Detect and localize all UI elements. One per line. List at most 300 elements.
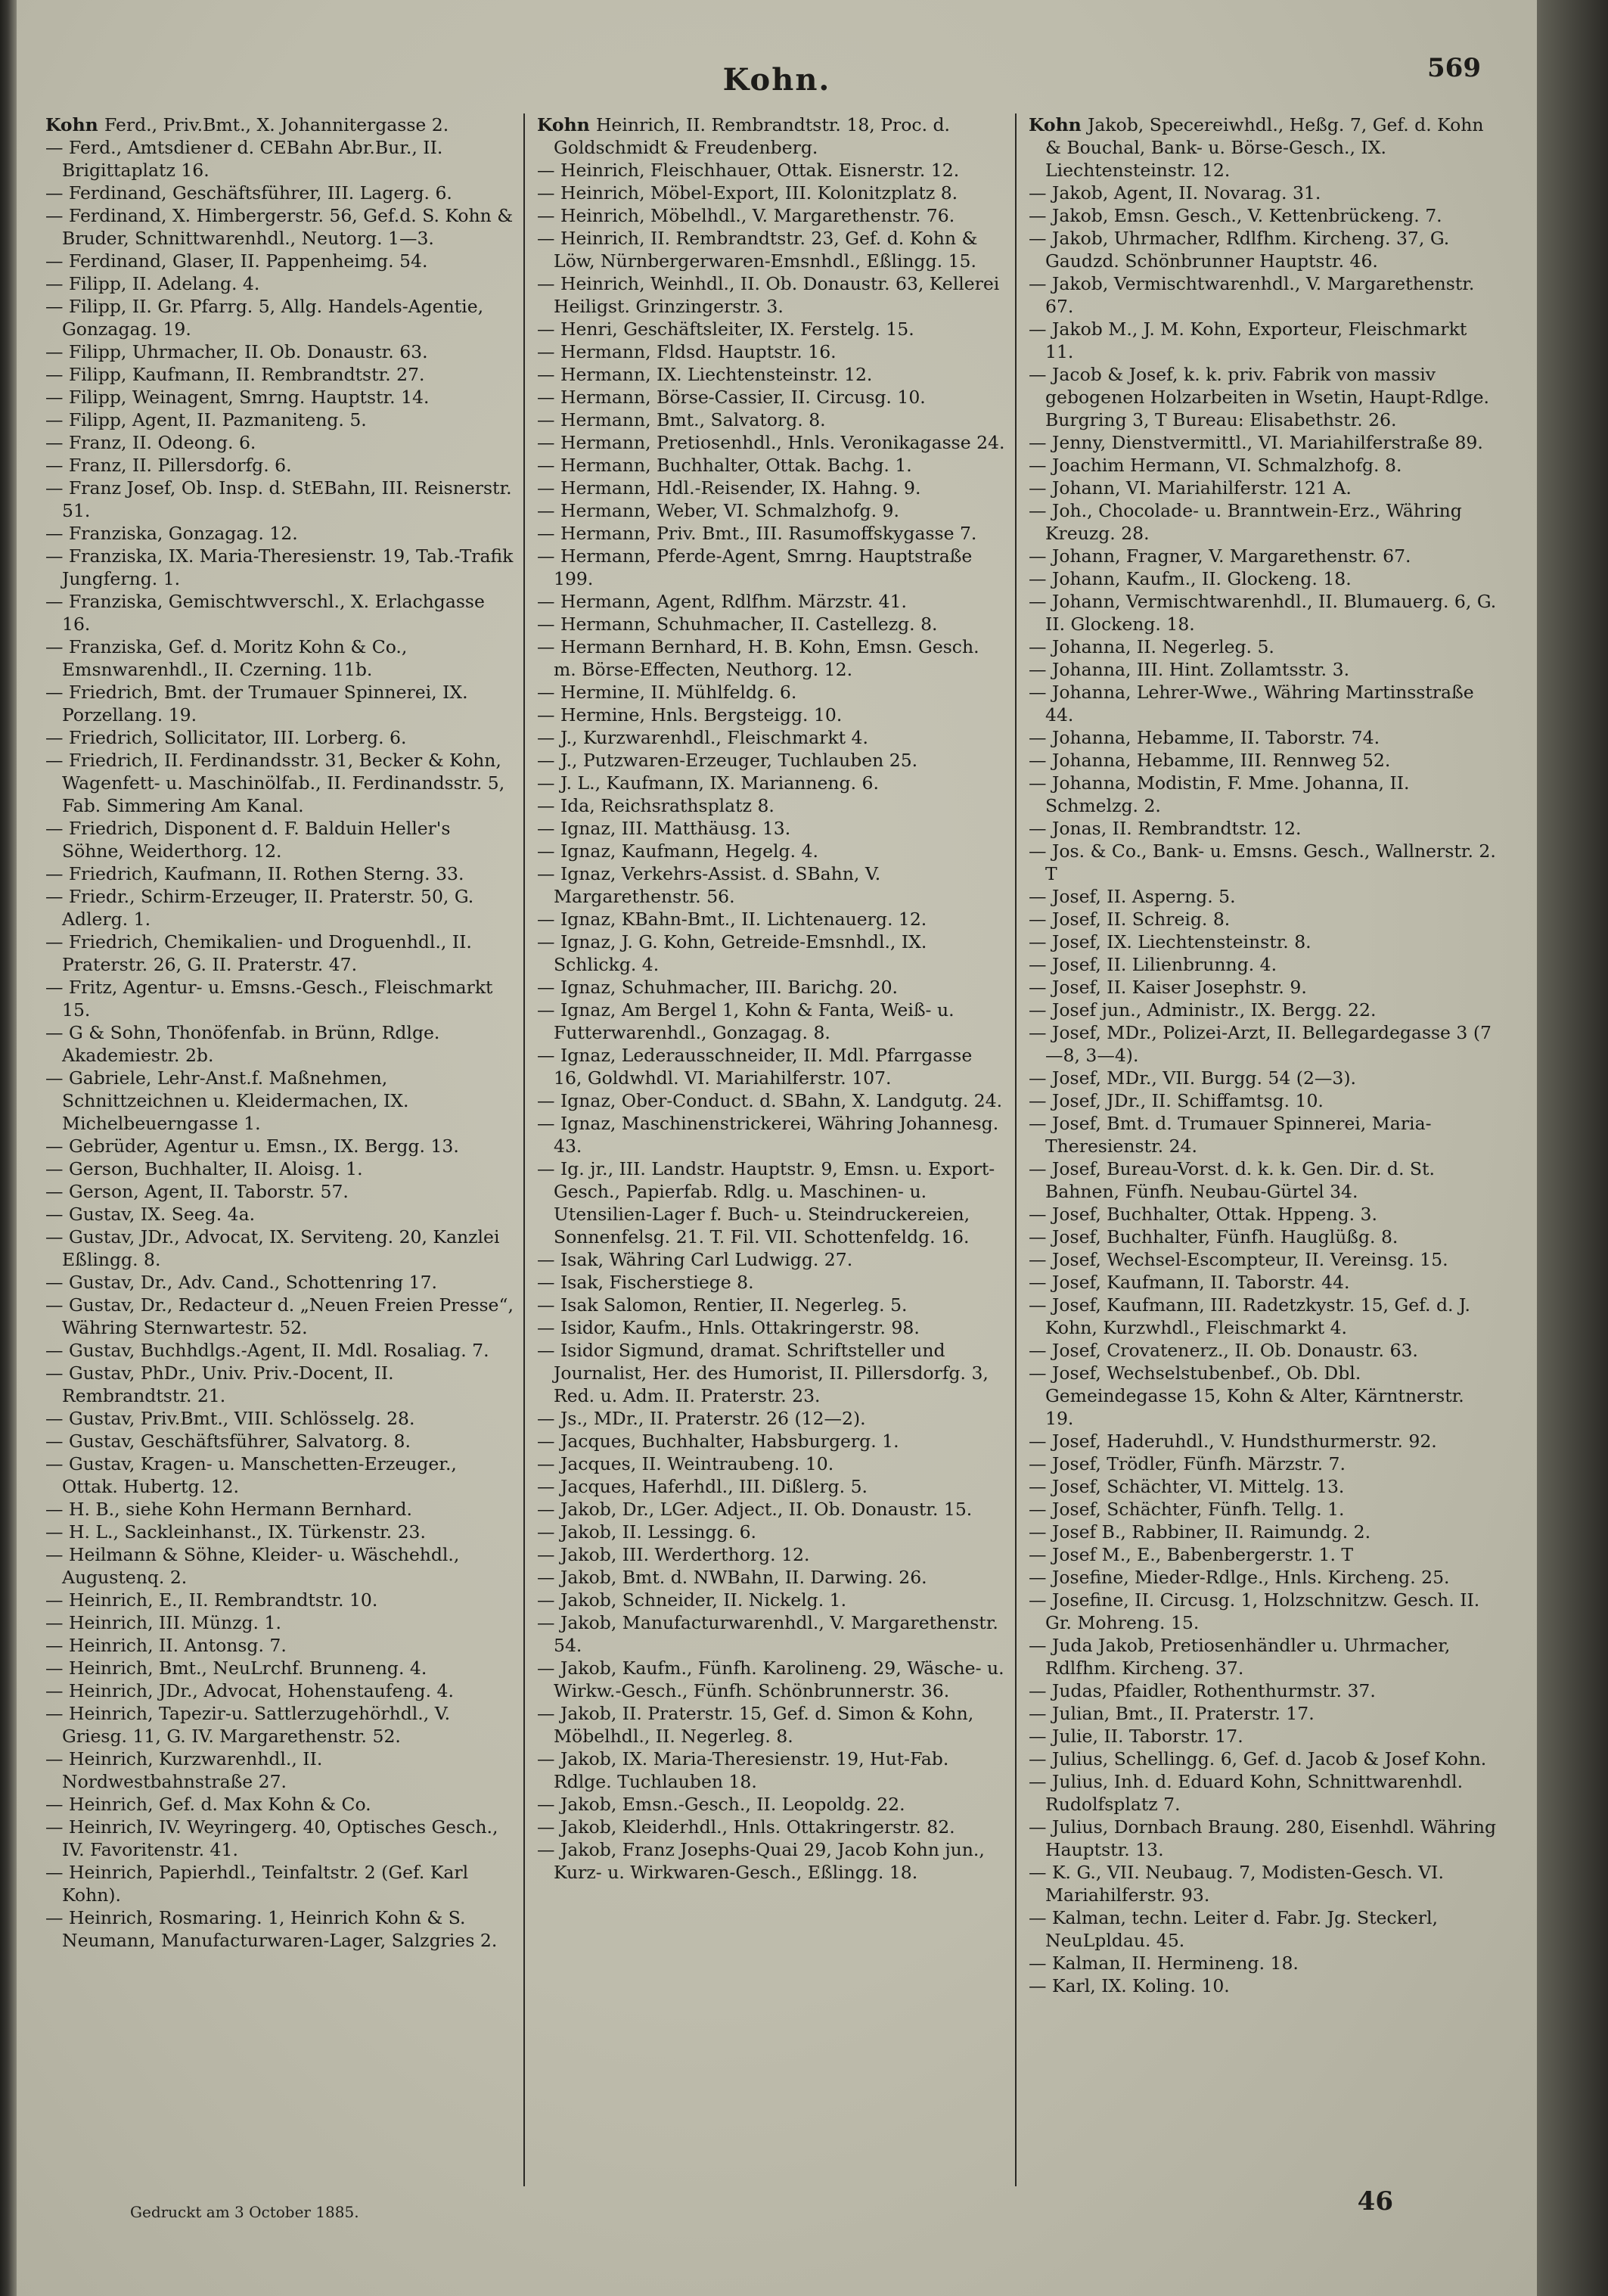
directory-entry (1029, 1203, 1498, 1226)
entry-surname: Kohn (537, 114, 596, 135)
entry-text: — Hermann, Pretiosenhdl., Hnls. Veronikagasse 24. (537, 432, 1005, 453)
column-divider (523, 113, 525, 2186)
entry-text: — Ignaz, III. Matthäusg. 13. (537, 818, 791, 839)
entry-text: — Heinrich, Bmt., NeuLrchf. Brunneng. 4. (45, 1658, 427, 1679)
entry-text: — Friedrich, Sollicitator, III. Lorberg. 6. (45, 727, 407, 748)
entry-text: — Johanna, Lehrer-Wwe., Währing Martinsstraße 44. (1029, 682, 1474, 725)
entry-text: — Julius, Schellingg. 6, Gef. d. Jacob & Josef Kohn. (1029, 1748, 1487, 1769)
entry-text: — Hermann, Börse-Cassier, II. Circusg. 10. (537, 387, 926, 408)
column-divider (1015, 113, 1017, 2186)
entry-text: — Jakob, Dr., LGer. Adject., II. Ob. Donaustr. 15. (537, 1499, 973, 1520)
directory-entry (537, 840, 1006, 862)
directory-entry (45, 1157, 514, 1180)
entry-text: — Judas, Pfaidler, Rothenthurmstr. 37. (1029, 1680, 1376, 1701)
directory-entry (537, 159, 1006, 182)
entry-text: — Gabriele, Lehr-Anst.f. Maßnehmen, Schnittzeichnen u. Kleidermachen, IX. Michelbeuerngasse 1. (45, 1067, 409, 1134)
entry-text: — Heinrich, III. Münzg. 1. (45, 1612, 281, 1633)
directory-entry (537, 431, 1006, 454)
entry-text: — Gebrüder, Agentur u. Emsn., IX. Bergg. 13. (45, 1136, 459, 1157)
directory-entry (1029, 1566, 1498, 1589)
directory-entry (537, 204, 1006, 227)
entry-text: — Hermann, Schuhmacher, II. Castellezg. 8. (537, 614, 938, 635)
entry-text: — Josef, MDr., Polizei-Arzt, II. Bellegardegasse 3 (7—8, 3—4). (1029, 1022, 1492, 1066)
directory-entry (45, 477, 514, 522)
entry-text: — Ignaz, Ober-Conduct. d. SBahn, X. Landgutg. 24. (537, 1090, 1003, 1111)
entry-text: — Hermann, Priv. Bmt., III. Rasumoffskygasse 7. (537, 523, 977, 544)
entry-text: — Ida, Reichsrathsplatz 8. (537, 795, 775, 816)
entry-text: — Johanna, II. Negerleg. 5. (1029, 636, 1274, 657)
entry-text: — Heinrich, E., II. Rembrandtstr. 10. (45, 1589, 378, 1611)
directory-page (17, 0, 1537, 2296)
directory-entry (1029, 1271, 1498, 1294)
entry-text: — Heinrich, Möbel-Export, III. Kolonitzplatz 8. (537, 182, 958, 204)
entry-text: — Ignaz, Lederausschneider, II. Mdl. Pfarrgasse 16, Goldwhdl. VI. Mariahilferstr. 107. (537, 1045, 973, 1089)
entry-text: — Josef, Bureau-Vorst. d. k. k. Gen. Dir. d. St. Bahnen, Fünfh. Neubau-Gürtel 34. (1029, 1158, 1435, 1202)
entry-text: — Isidor, Kaufm., Hnls. Ottakringerstr. 98. (537, 1317, 920, 1338)
entry-text: — Josefine, II. Circusg. 1, Holzschnitzw. Gesch. II. Gr. Mohreng. 15. (1029, 1589, 1480, 1633)
directory-entry (1029, 772, 1498, 817)
directory-entry (45, 1748, 514, 1793)
directory-entry (537, 477, 1006, 499)
entry-text: — Josef, II. Lilienbrunng. 4. (1029, 954, 1277, 975)
directory-entry (45, 363, 514, 386)
entry-text: — Josef, Crovatenerz., II. Ob. Donaustr. 63. (1029, 1340, 1418, 1361)
entry-text: — Heinrich, Tapezir-u. Sattlerzugehörhdl., V. Griesg. 11, G. IV. Margarethenstr. 52. (45, 1703, 451, 1747)
directory-entry (1029, 726, 1498, 749)
directory-entry (45, 1135, 514, 1157)
directory-entry (537, 522, 1006, 545)
page-title: Kohn. (722, 62, 831, 98)
entry-text: — Franziska, Gemischtwverschl., X. Erlachgasse 16. (45, 591, 485, 635)
directory-entry (1029, 1021, 1498, 1067)
entry-text: — Ignaz, Kaufmann, Hegelg. 4. (537, 840, 818, 862)
entry-text: — Filipp, Uhrmacher, II. Ob. Donaustr. 63. (45, 341, 428, 362)
directory-entry (537, 409, 1006, 431)
entry-text: — Hermann, Bmt., Salvatorg. 8. (537, 409, 826, 430)
entry-text: — Ferd., Amtsdiener d. CEBahn Abr.Bur., II. Brigittaplatz 16. (45, 137, 443, 181)
entry-text: — Josef, Kaufmann, II. Taborstr. 44. (1029, 1272, 1350, 1293)
directory-entry (45, 1793, 514, 1816)
entry-text: — Hermine, Hnls. Bergsteigg. 10. (537, 704, 843, 725)
entry-text: — Kalman, II. Hermineng. 18. (1029, 1953, 1299, 1974)
entry-text: — Isak, Währing Carl Ludwigg. 27. (537, 1249, 853, 1270)
entry-text: — Jacob & Josef, k. k. priv. Fabrik von massiv gebogenen Holzarbeiten in Wsetin, Haupt-Rdlge. Burgring 3, T Bureau: Elisabethstr. 26. (1029, 364, 1489, 430)
entry-text: — J. L., Kaufmann, IX. Marianneng. 6. (537, 772, 879, 794)
entry-text: Ferd., Priv.Bmt., X. Johannitergasse 2. (104, 114, 449, 135)
directory-entry (537, 227, 1006, 272)
directory-entry (1029, 1089, 1498, 1112)
directory-entry (45, 409, 514, 431)
entry-text: — Jakob, Manufacturwarenhdl., V. Margarethenstr. 54. (537, 1612, 998, 1656)
entry-text: — Jakob, Schneider, II. Nickelg. 1. (537, 1589, 847, 1611)
directory-entry (45, 545, 514, 590)
entry-text: — Hermann, Weber, VI. Schmalzhofg. 9. (537, 500, 899, 521)
entry-text: — Friedrich, II. Ferdinandsstr. 31, Becker & Kohn, Wagenfett- u. Maschinölfab., II. Ferdinandsstr. 5, Fab. Simmering Am Kanal. (45, 750, 505, 816)
entry-text: — Josef, Buchhalter, Ottak. Hppeng. 3. (1029, 1204, 1377, 1225)
directory-entry (1029, 499, 1498, 545)
entry-text: — Johanna, Hebamme, II. Taborstr. 74. (1029, 727, 1380, 748)
entry-text: — Jakob, Kleiderhdl., Hnls. Ottakringerstr. 82. (537, 1816, 955, 1838)
directory-entry (45, 1702, 514, 1748)
entry-text: — Jakob, Emsn. Gesch., V. Kettenbrückeng. 7. (1029, 205, 1442, 226)
directory-entry (537, 1430, 1006, 1452)
directory-entry (1029, 908, 1498, 931)
entry-text: — Josef, Wechselstubenbef., Ob. Dbl. Gemeindegasse 15, Kohn & Alter, Kärntnerstr. 19. (1029, 1362, 1464, 1429)
entry-text: — Heinrich, II. Antonsg. 7. (45, 1635, 287, 1656)
directory-entry (45, 635, 514, 681)
entry-text: — Ignaz, Am Bergel 1, Kohn & Fanta, Weiß- u. Futterwarenhdl., Gonzagag. 8. (537, 999, 955, 1043)
entry-text: — Filipp, II. Adelang. 4. (45, 273, 260, 294)
directory-entry (1029, 749, 1498, 772)
entry-text: — Juda Jakob, Pretiosenhändler u. Uhrmacher, Rdlfhm. Kircheng. 37. (1029, 1635, 1451, 1679)
directory-entry (45, 454, 514, 477)
directory-entry (1029, 182, 1498, 204)
directory-entry (1029, 567, 1498, 590)
entry-text: — Josef, II. Schreig. 8. (1029, 909, 1231, 930)
directory-entry (1029, 113, 1498, 182)
entry-text: — Josef M., E., Babenbergerstr. 1. T (1029, 1544, 1354, 1565)
entry-text: — Josef jun., Administr., IX. Bergg. 22. (1029, 999, 1377, 1021)
directory-entry (1029, 817, 1498, 840)
directory-entry (45, 1657, 514, 1679)
entry-text: — Gustav, Dr., Adv. Cand., Schottenring 17. (45, 1272, 437, 1293)
entry-text: — Franz, II. Odeong. 6. (45, 432, 256, 453)
directory-entry (1029, 1770, 1498, 1816)
entry-text: — Gustav, Dr., Redacteur d. „Neuen Freien Presse“, Währing Sternwartestr. 52. (45, 1294, 514, 1338)
entry-text: Jakob, Specereiwhdl., Heßg. 7, Gef. d. Kohn & Bouchal, Bank- u. Börse-Gesch., IX. Liechtensteinstr. 12. (1045, 114, 1484, 181)
entry-text: — Josef B., Rabbiner, II. Raimundg. 2. (1029, 1521, 1371, 1543)
directory-entry (537, 1838, 1006, 1884)
entry-text: — Johann, VI. Mariahilferstr. 121 A. (1029, 477, 1352, 499)
entry-text: — Hermann, Agent, Rdlfhm. Märzstr. 41. (537, 591, 908, 612)
entry-text: — Jakob, II. Lessingg. 6. (537, 1521, 757, 1543)
entry-text: Heinrich, II. Rembrandtstr. 18, Proc. d. Goldschmidt & Freudenberg. (554, 114, 951, 158)
entry-text: — Gustav, Kragen- u. Manschetten-Erzeuger., Ottak. Hubertg. 12. (45, 1453, 457, 1497)
directory-entry (537, 386, 1006, 409)
entry-text: — Ferdinand, X. Himbergerstr. 56, Gef.d. S. Kohn & Bruder, Schnittwarenhdl., Neutorg. 1—3. (45, 205, 514, 249)
directory-entry (1029, 953, 1498, 976)
directory-entry (45, 1407, 514, 1430)
directory-entry (537, 1112, 1006, 1157)
entry-text: — Gustav, JDr., Advocat, IX. Serviteng. 20, Kanzlei Eßlingg. 8. (45, 1226, 500, 1270)
directory-entry (1029, 1906, 1498, 1952)
directory-entry (1029, 1521, 1498, 1543)
entry-text: — Ignaz, Maschinenstrickerei, Währing Johannesg. 43. (537, 1113, 999, 1157)
entry-text: — Heinrich, Rosmaring. 1, Heinrich Kohn & S. Neumann, Manufacturwaren-Lager, Salzgries 2. (45, 1907, 498, 1951)
directory-entry (1029, 1339, 1498, 1362)
entry-text: — Julian, Bmt., II. Praterstr. 17. (1029, 1703, 1315, 1724)
directory-entry (1029, 1861, 1498, 1906)
entry-text: — Gustav, Geschäftsführer, Salvatorg. 8. (45, 1431, 411, 1452)
entry-text: — Jacques, Haferhdl., III. Dißlerg. 5. (537, 1476, 868, 1497)
directory-entry (45, 931, 514, 976)
directory-entry (1029, 681, 1498, 726)
entry-text: — Heinrich, Papierhdl., Teinfaltstr. 2 (Gef. Karl Kohn). (45, 1862, 469, 1906)
entry-text: — Isak, Fischerstiege 8. (537, 1272, 754, 1293)
directory-entry (45, 817, 514, 862)
directory-entry (1029, 1294, 1498, 1339)
directory-entry (1029, 658, 1498, 681)
directory-entry (45, 1498, 514, 1521)
entry-text: — Johanna, Hebamme, III. Rennweg 52. (1029, 750, 1391, 771)
directory-entry (45, 1906, 514, 1952)
directory-entry (537, 1407, 1006, 1430)
directory-entry (45, 749, 514, 817)
entry-text: — Jakob, II. Praterstr. 15, Gef. d. Simon & Kohn, Möbelhdl., II. Negerleg. 8. (537, 1703, 974, 1747)
directory-entry (1029, 204, 1498, 227)
directory-entry (45, 1021, 514, 1067)
directory-entry (45, 1067, 514, 1135)
entry-text: — Friedrich, Bmt. der Trumauer Spinnerei, IX. Porzellang. 19. (45, 682, 468, 725)
entry-text: — Franziska, IX. Maria-Theresienstr. 19, Tab.-Trafik Jungferng. 1. (45, 545, 514, 589)
directory-entry (45, 1339, 514, 1362)
directory-entry (537, 976, 1006, 999)
directory-entry (1029, 976, 1498, 999)
directory-entry (45, 1634, 514, 1657)
entry-text: — Heinrich, Fleischhauer, Ottak. Eisnerstr. 12. (537, 160, 960, 181)
directory-entry (537, 340, 1006, 363)
directory-entry (1029, 1248, 1498, 1271)
signature-number: 46 (1357, 2186, 1393, 2217)
entry-text: — Ferdinand, Glaser, II. Pappenheimg. 54. (45, 250, 428, 272)
entry-text: — J., Kurzwarenhdl., Fleischmarkt 4. (537, 727, 868, 748)
entry-text: — Julius, Inh. d. Eduard Kohn, Schnittwarenhdl. Rudolfsplatz 7. (1029, 1771, 1464, 1815)
directory-entry (537, 1702, 1006, 1748)
entry-text: — Isak Salomon, Rentier, II. Negerleg. 5. (537, 1294, 908, 1316)
entry-text: — Gustav, Priv.Bmt., VIII. Schlösselg. 28. (45, 1408, 415, 1429)
directory-entry (45, 1679, 514, 1702)
entry-text: — Hermann Bernhard, H. B. Kohn, Emsn. Gesch. m. Börse-Effecten, Neuthorg. 12. (537, 636, 979, 680)
directory-entry (45, 1589, 514, 1611)
directory-entry (1029, 1498, 1498, 1521)
directory-entry (1029, 1067, 1498, 1089)
entry-text: — Johann, Kaufm., II. Glockeng. 18. (1029, 568, 1352, 589)
entry-surname: Kohn (45, 114, 104, 135)
entry-text: — Karl, IX. Koling. 10. (1029, 1975, 1230, 1996)
directory-entry (537, 1339, 1006, 1407)
directory-entry (45, 1543, 514, 1589)
directory-entry (45, 522, 514, 545)
directory-entry (45, 862, 514, 885)
entry-text: — Filipp, Weinagent, Smrng. Hauptstr. 14. (45, 387, 430, 408)
directory-entry (537, 1316, 1006, 1339)
entry-text: — Filipp, Agent, II. Pazmaniteng. 5. (45, 409, 367, 430)
directory-entry (537, 1475, 1006, 1498)
directory-entry (537, 704, 1006, 726)
directory-entry (45, 431, 514, 454)
directory-entry (45, 386, 514, 409)
entry-text: — Gustav, IX. Seeg. 4a. (45, 1204, 256, 1225)
directory-entry (537, 545, 1006, 590)
directory-entry (1029, 635, 1498, 658)
directory-entry (45, 726, 514, 749)
entry-text: — Johanna, III. Hint. Zollamtsstr. 3. (1029, 659, 1350, 680)
directory-entry (1029, 227, 1498, 272)
entry-text: — Jacques, II. Weintraubeng. 10. (537, 1453, 834, 1474)
entry-text: — Jakob, Uhrmacher, Rdlfhm. Kircheng. 37, G. Gaudzd. Schönbrunner Hauptstr. 46. (1029, 228, 1450, 272)
entry-text: — Josefine, Mieder-Rdlge., Hnls. Kircheng. 25. (1029, 1567, 1450, 1588)
directory-entry (1029, 1226, 1498, 1248)
directory-entry (537, 908, 1006, 931)
directory-entry (1029, 1112, 1498, 1157)
directory-entry (1029, 363, 1498, 431)
directory-entry (537, 1089, 1006, 1112)
directory-entry (1029, 590, 1498, 635)
entry-text: — K. G., VII. Neubaug. 7, Modisten-Gesch. VI. Mariahilferstr. 93. (1029, 1862, 1444, 1906)
entry-text: — Henri, Geschäftsleiter, IX. Ferstelg. 15. (537, 318, 914, 340)
directory-entry (1029, 1543, 1498, 1566)
directory-entry (1029, 431, 1498, 454)
directory-entry (45, 1452, 514, 1498)
directory-entry (1029, 1974, 1498, 1997)
entry-text: — Gustav, PhDr., Univ. Priv.-Docent, II. Rembrandtstr. 21. (45, 1362, 394, 1406)
directory-entry (537, 272, 1006, 318)
entry-text: — Jakob, Vermischtwarenhdl., V. Margarethenstr. 67. (1029, 273, 1475, 317)
directory-entry (1029, 1452, 1498, 1475)
entry-text: — Julie, II. Taborstr. 17. (1029, 1726, 1243, 1747)
entry-text: — Hermine, II. Mühlfeldg. 6. (537, 682, 797, 703)
entry-text: — J., Putzwaren-Erzeuger, Tuchlauben 25. (537, 750, 918, 771)
entry-text: — Heinrich, JDr., Advocat, Hohenstaufeng. 4. (45, 1680, 454, 1701)
entry-text: — Josef, MDr., VII. Burgg. 54 (2—3). (1029, 1067, 1356, 1089)
directory-entry (1029, 1157, 1498, 1203)
entry-text: — Ignaz, J. G. Kohn, Getreide-Emsnhdl., IX. Schlickg. 4. (537, 931, 927, 975)
directory-entry (1029, 840, 1498, 885)
entry-text: — Heilmann & Söhne, Kleider- u. Wäschehdl., Augustenq. 2. (45, 1544, 460, 1588)
directory-entry (537, 613, 1006, 635)
directory-entry (537, 681, 1006, 704)
directory-entry (45, 1362, 514, 1407)
directory-entry (45, 1271, 514, 1294)
directory-entry (45, 1294, 514, 1339)
entry-text: — Jakob, IX. Maria-Theresienstr. 19, Hut-Fab. Rdlge. Tuchlauben 18. (537, 1748, 949, 1792)
directory-entry (537, 1452, 1006, 1475)
entry-text: — Franziska, Gonzagag. 12. (45, 523, 298, 544)
entry-text: — Joh., Chocolade- u. Branntwein-Erz., Währing Kreuzg. 28. (1029, 500, 1462, 544)
directory-entry (45, 681, 514, 726)
directory-entry (537, 1248, 1006, 1271)
entry-text: — Hermann, Fldsd. Hauptstr. 16. (537, 341, 837, 362)
directory-entry (45, 1861, 514, 1906)
directory-entry (537, 1566, 1006, 1589)
directory-entry (537, 318, 1006, 340)
entry-text: — Filipp, II. Gr. Pfarrg. 5, Allg. Handels-Agentie, Gonzagag. 19. (45, 296, 484, 340)
directory-entry (45, 204, 514, 250)
entry-text: — G & Sohn, Thonöfenfab. in Brünn, Rdlge. Akademiestr. 2b. (45, 1022, 440, 1066)
directory-entry (45, 136, 514, 182)
page-number: 569 (1427, 53, 1481, 83)
entry-text: — Gerson, Agent, II. Taborstr. 57. (45, 1181, 349, 1202)
directory-entry (1029, 885, 1498, 908)
entry-text: — Hermann, IX. Liechtensteinstr. 12. (537, 364, 873, 385)
entry-text: — Josef, IX. Liechtensteinstr. 8. (1029, 931, 1312, 952)
entry-text: — Franz Josef, Ob. Insp. d. StEBahn, III. Reisnerstr. 51. (45, 477, 512, 521)
entry-text: — Jakob, Kaufm., Fünfh. Karolineng. 29, Wäsche- u. Wirkw.-Gesch., Fünfh. Schönbrunnerstr. 36. (537, 1658, 1004, 1701)
directory-entry (1029, 454, 1498, 477)
directory-entry (45, 1430, 514, 1452)
entry-text: — Josef, Schächter, Fünfh. Tellg. 1. (1029, 1499, 1345, 1520)
entry-text: — Johann, Fragner, V. Margarethenstr. 67. (1029, 545, 1411, 567)
entry-text: — Gerson, Buchhalter, II. Aloisg. 1. (45, 1158, 363, 1179)
directory-entry (1029, 1362, 1498, 1430)
directory-entry (1029, 318, 1498, 363)
directory-entry (45, 182, 514, 204)
directory-entry (537, 1589, 1006, 1611)
entry-text: — H. B., siehe Kohn Hermann Bernhard. (45, 1499, 412, 1520)
directory-entry (45, 272, 514, 295)
entry-text: — Josef, JDr., II. Schiffamtsg. 10. (1029, 1090, 1324, 1111)
entry-text: — Johann, Vermischtwarenhdl., II. Blumauerg. 6, G. II. Glockeng. 18. (1029, 591, 1497, 635)
entry-text: — Jakob, Franz Josephs-Quai 29, Jacob Kohn jun., Kurz- u. Wirkwaren-Gesch., Eßlingg. 18. (537, 1839, 985, 1883)
directory-entry (1029, 1589, 1498, 1634)
entry-text: — Fritz, Agentur- u. Emsns.-Gesch., Fleischmarkt 15. (45, 977, 493, 1021)
directory-entry (45, 1816, 514, 1861)
directory-entry (45, 113, 514, 136)
entry-text: — Jakob, Emsn.-Gesch., II. Leopoldg. 22. (537, 1794, 905, 1815)
entry-text: — Friedrich, Disponent d. F. Balduin Heller's Söhne, Weiderthorg. 12. (45, 818, 451, 862)
directory-entry (537, 817, 1006, 840)
directory-entry (537, 772, 1006, 794)
directory-entry (537, 794, 1006, 817)
directory-entry (1029, 1952, 1498, 1974)
entry-text: — Heinrich, Kurzwarenhdl., II. Nordwestbahnstraße 27. (45, 1748, 323, 1792)
directory-entry (537, 1521, 1006, 1543)
directory-entry (1029, 1475, 1498, 1498)
directory-entry (1029, 1725, 1498, 1748)
directory-entry (45, 340, 514, 363)
entry-text: — H. L., Sackleinhanst., IX. Türkenstr. 23. (45, 1521, 426, 1543)
entry-text: — Hermann, Buchhalter, Ottak. Bachg. 1. (537, 455, 912, 476)
directory-entry (45, 1180, 514, 1203)
entry-text: — Josef, Trödler, Fünfh. Märzstr. 7. (1029, 1453, 1346, 1474)
directory-entry (537, 1498, 1006, 1521)
entry-text: — Js., MDr., II. Praterstr. 26 (12—2). (537, 1408, 866, 1429)
entry-text: — Ig. jr., III. Landstr. Hauptstr. 9, Emsn. u. Export-Gesch., Papierfab. Rdlg. u. Maschinen- u. Utensilien-Lager f. Buch- u. Steindruckereien, Sonnenfelsg. 21. T. Fil. VII. Schottenfeldg. 16. (537, 1158, 995, 1247)
entry-text: — Josef, Buchhalter, Fünfh. Hauglüßg. 8. (1029, 1226, 1398, 1247)
entry-text: — Ignaz, Verkehrs-Assist. d. SBahn, V. Margarethenstr. 56. (537, 863, 881, 907)
directory-entry (537, 499, 1006, 522)
entry-text: — Franziska, Gef. d. Moritz Kohn & Co., Emsnwarenhdl., II. Czerning. 11b. (45, 636, 408, 680)
directory-entry (537, 1294, 1006, 1316)
directory-entry (537, 363, 1006, 386)
directory-entry (45, 1226, 514, 1271)
directory-entry (537, 1271, 1006, 1294)
directory-entry (1029, 931, 1498, 953)
entry-text: — Jakob, III. Werderthorg. 12. (537, 1544, 810, 1565)
directory-entry (45, 1203, 514, 1226)
entry-text: — Ignaz, Schuhmacher, III. Barichg. 20. (537, 977, 898, 998)
directory-entry (537, 862, 1006, 908)
directory-entry (1029, 477, 1498, 499)
directory-entry (1029, 1816, 1498, 1861)
directory-entry (1029, 1430, 1498, 1452)
entry-text: — Isidor Sigmund, dramat. Schriftsteller und Journalist, Her. des Humorist, II. Pillersdorfg. 3, Red. u. Adm. II. Praterstr. 23. (537, 1340, 989, 1406)
entry-text: — Gustav, Buchhdlgs.-Agent, II. Mdl. Rosaliag. 7. (45, 1340, 489, 1361)
entry-text: — Heinrich, Möbelhdl., V. Margarethenstr. 76. (537, 205, 955, 226)
entry-text: — Heinrich, IV. Weyringerg. 40, Optisches Gesch., IV. Favoritenstr. 41. (45, 1816, 498, 1860)
directory-entry (537, 635, 1006, 681)
directory-entry (1029, 1748, 1498, 1770)
entry-text: — Jonas, II. Rembrandtstr. 12. (1029, 818, 1302, 839)
entry-text: — Josef, Bmt. d. Trumauer Spinnerei, Maria-Theresienstr. 24. (1029, 1113, 1432, 1157)
entry-text: — Franz, II. Pillersdorfg. 6. (45, 455, 292, 476)
entry-text: — Josef, Schächter, VI. Mittelg. 13. (1029, 1476, 1345, 1497)
directory-entry (537, 454, 1006, 477)
entry-text: — Hermann, Hdl.-Reisender, IX. Hahng. 9. (537, 477, 921, 499)
entry-text: — Filipp, Kaufmann, II. Rembrandtstr. 27. (45, 364, 425, 385)
directory-entry (45, 885, 514, 931)
entry-text: — Heinrich, II. Rembrandtstr. 23, Gef. d. Kohn & Löw, Nürnbergerwaren-Emsnhdl., Eßlingg. 15. (537, 228, 978, 272)
